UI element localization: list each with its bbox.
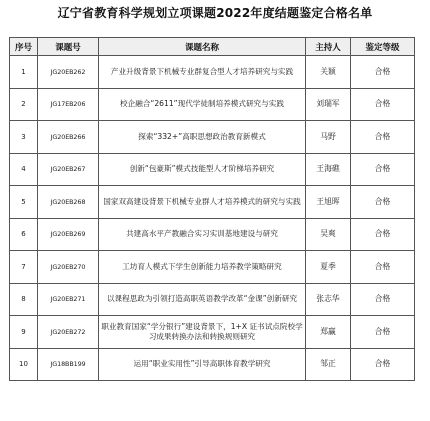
project-code: JG17EB206 [38,88,99,121]
project-name: 校企融合“2611”现代学徒制培养模式研究与实践 [99,88,306,121]
project-code: JG20EB267 [38,153,99,186]
grade: 合格 [351,218,415,251]
table-row [10,218,415,251]
table-row [10,88,415,121]
project-code: JG20EB266 [38,121,99,154]
grade: 合格 [351,186,415,219]
project-name: 职业教育国家“学分银行”建设背景下，1+X 证书试点院校学习成果转换办法和转换规则研究 [99,316,306,349]
row-number: 5 [10,186,38,219]
header-project-code: 课题号 [38,38,99,56]
table-row [10,186,415,219]
project-name: 共建高水平产教融合实习实训基地建设与研究 [99,218,306,251]
project-name: 国家双高建设背景下机械专业群人才培养模式的研究与实践 [99,186,306,219]
row-number: 9 [10,316,38,349]
table-row [10,348,415,381]
table-row [10,316,415,349]
table-header-row [10,38,415,56]
project-code: JG20EB270 [38,251,99,284]
header-grade: 鉴定等级 [351,38,415,56]
project-name: 创新“包豪斯”模式技能型人才阶梯培养研究 [99,153,306,186]
row-number: 10 [10,348,38,381]
host-name: 王海礁 [306,153,351,186]
header-host: 主持人 [306,38,351,56]
project-code: JG20EB271 [38,283,99,316]
grade: 合格 [351,88,415,121]
host-name: 关颖 [306,56,351,89]
host-name: 邹正 [306,348,351,381]
table-row [10,153,415,186]
host-name: 夏季 [306,251,351,284]
row-number: 8 [10,283,38,316]
project-name: 以课程思政为引领打造高职英语教学改革“金课”创新研究 [99,283,306,316]
table-row [10,56,415,89]
table-row [10,283,415,316]
grade: 合格 [351,121,415,154]
row-number: 6 [10,218,38,251]
project-name: 探索“332+”高职思想政治教育新模式 [99,121,306,154]
host-name: 张志华 [306,283,351,316]
row-number: 1 [10,56,38,89]
project-name: 工坊育人模式下学生创新能力培养教学策略研究 [99,251,306,284]
table-row [10,251,415,284]
host-name: 郑赢 [306,316,351,349]
project-code: JG20EB272 [38,316,99,349]
project-name: 运用“职业实用性”引导高职体育教学研究 [99,348,306,381]
grade: 合格 [351,153,415,186]
project-name: 产业升级背景下机械专业群复合型人才培养研究与实践 [99,56,306,89]
document-title: 辽宁省教育科学规划立项课题2022年度结题鉴定合格名单 [57,6,373,20]
host-name: 王旭晖 [306,186,351,219]
header-project-name: 课题名称 [99,38,306,56]
project-code: JG20EB268 [38,186,99,219]
host-name: 刘瑞军 [306,88,351,121]
results-table [9,37,415,381]
host-name: 马野 [306,121,351,154]
host-name: 吴爽 [306,218,351,251]
grade: 合格 [351,283,415,316]
grade: 合格 [351,348,415,381]
row-number: 3 [10,121,38,154]
project-code: JG20EB262 [38,56,99,89]
project-code: JG18BB199 [38,348,99,381]
header-number: 序号 [10,38,38,56]
grade: 合格 [351,251,415,284]
row-number: 4 [10,153,38,186]
project-code: JG20EB269 [38,218,99,251]
grade: 合格 [351,316,415,349]
row-number: 2 [10,88,38,121]
grade: 合格 [351,56,415,89]
table-row [10,121,415,154]
row-number: 7 [10,251,38,284]
